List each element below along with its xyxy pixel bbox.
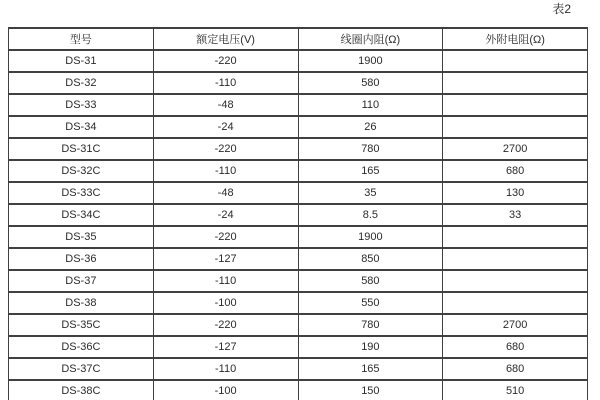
cell-voltage: -220 (153, 226, 298, 248)
cell-model: DS-31 (9, 50, 154, 72)
table-row (9, 358, 588, 380)
cell-external: 680 (443, 358, 588, 380)
cell-model: DS-32 (9, 72, 154, 94)
cell-external: 130 (443, 182, 588, 204)
cell-model: DS-32C (9, 160, 154, 182)
table-row (9, 336, 588, 358)
table-row (9, 182, 588, 204)
cell-coil: 850 (298, 248, 443, 270)
cell-model: DS-33C (9, 182, 154, 204)
cell-coil: 8.5 (298, 204, 443, 226)
cell-external: 680 (443, 160, 588, 182)
cell-model: DS-38 (9, 292, 154, 314)
cell-coil: 150 (298, 380, 443, 400)
column-header-external-resistance: 外附电阻(Ω) (443, 28, 588, 50)
table-row (9, 292, 588, 314)
table-row (9, 226, 588, 248)
table-row (9, 160, 588, 182)
table-row (9, 50, 588, 72)
cell-model: DS-37C (9, 358, 154, 380)
cell-voltage: -100 (153, 380, 298, 400)
table-row (9, 72, 588, 94)
cell-model: DS-36C (9, 336, 154, 358)
table-row (9, 204, 588, 226)
cell-coil: 580 (298, 270, 443, 292)
cell-external (443, 248, 588, 270)
cell-coil: 110 (298, 94, 443, 116)
cell-voltage: -100 (153, 292, 298, 314)
cell-voltage: -127 (153, 248, 298, 270)
cell-voltage: -24 (153, 204, 298, 226)
cell-external (443, 226, 588, 248)
cell-voltage: -220 (153, 50, 298, 72)
cell-coil: 780 (298, 314, 443, 336)
cell-external (443, 270, 588, 292)
cell-external: 680 (443, 336, 588, 358)
cell-coil: 35 (298, 182, 443, 204)
cell-voltage: -48 (153, 182, 298, 204)
table-row (9, 314, 588, 336)
cell-external (443, 116, 588, 138)
cell-external (443, 94, 588, 116)
cell-coil: 165 (298, 160, 443, 182)
cell-voltage: -110 (153, 270, 298, 292)
cell-model: DS-35C (9, 314, 154, 336)
cell-voltage: -110 (153, 72, 298, 94)
cell-voltage: -220 (153, 138, 298, 160)
cell-model: DS-34 (9, 116, 154, 138)
cell-external (443, 50, 588, 72)
table-row (9, 248, 588, 270)
cell-voltage: -220 (153, 314, 298, 336)
cell-coil: 780 (298, 138, 443, 160)
cell-voltage: -48 (153, 94, 298, 116)
cell-coil: 1900 (298, 226, 443, 248)
cell-external (443, 72, 588, 94)
cell-external: 2700 (443, 314, 588, 336)
cell-model: DS-34C (9, 204, 154, 226)
cell-coil: 190 (298, 336, 443, 358)
cell-model: DS-37 (9, 270, 154, 292)
cell-voltage: -127 (153, 336, 298, 358)
cell-external: 510 (443, 380, 588, 400)
table-row (9, 380, 588, 400)
column-header-model: 型号 (9, 28, 154, 50)
cell-external (443, 292, 588, 314)
table-row (9, 116, 588, 138)
cell-coil: 580 (298, 72, 443, 94)
column-header-rated-voltage: 额定电压(V) (153, 28, 298, 50)
cell-coil: 165 (298, 358, 443, 380)
header-row (9, 28, 588, 50)
cell-voltage: -24 (153, 116, 298, 138)
cell-voltage: -110 (153, 160, 298, 182)
cell-model: DS-33 (9, 94, 154, 116)
cell-model: DS-36 (9, 248, 154, 270)
cell-coil: 26 (298, 116, 443, 138)
cell-external: 2700 (443, 138, 588, 160)
spec-table (8, 27, 588, 400)
cell-model: DS-31C (9, 138, 154, 160)
cell-coil: 1900 (298, 50, 443, 72)
cell-model: DS-35 (9, 226, 154, 248)
column-header-coil-resistance: 线圈内阻(Ω) (298, 28, 443, 50)
cell-voltage: -110 (153, 358, 298, 380)
table-row (9, 94, 588, 116)
table-row (9, 270, 588, 292)
table-row (9, 138, 588, 160)
cell-coil: 550 (298, 292, 443, 314)
cell-model: DS-38C (9, 380, 154, 400)
cell-external: 33 (443, 204, 588, 226)
table-caption: 表2 (552, 2, 571, 16)
